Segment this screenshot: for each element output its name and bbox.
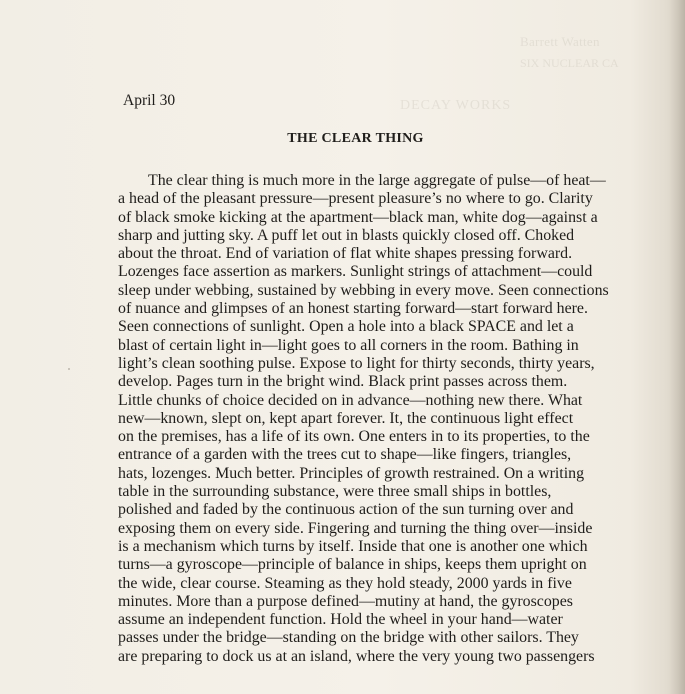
text-line: Little chunks of choice decided on in advance—nothing new there. What — [118, 391, 583, 409]
text-line: blast of certain light in—light goes to all corners in the room. Bathing in — [118, 336, 579, 354]
text-line: assume an independent function. Hold the wheel in your hand—water — [118, 611, 563, 629]
text-line: Lozenges face assertion as markers. Sunlight strings of attachment—could — [118, 263, 593, 281]
show-through-text: SIX NUCLEAR CA — [520, 56, 619, 70]
text-line: are preparing to dock us at an island, where the very young two passengers — [118, 647, 595, 665]
text-line: a head of the pleasant pressure—present pleasure’s no where to go. Clarity — [118, 190, 593, 208]
text-line: of black smoke kicking at the apartment—black man, white dog—against a — [118, 208, 598, 226]
text-line: light’s clean soothing pulse. Expose to light for thirty seconds, thirty years, — [118, 354, 595, 372]
text-line: minutes. More than a purpose defined—mutiny at hand, the gyroscopes — [118, 592, 573, 610]
text-line: table in the surrounding substance, were three small ships in bottles, — [118, 483, 552, 501]
text-line: sleep under webbing, sustained by webbing in every move. Seen connections — [118, 281, 609, 299]
text-line: new—known, slept on, kept apart forever. It, the continuous light effect — [118, 409, 574, 427]
text-line: on the premises, has a life of its own. One enters in to its properties, to the — [118, 428, 590, 446]
text-line: exposing them on every side. Fingering and turning the thing over—inside — [118, 519, 593, 537]
show-through-text: Barrett Watten — [520, 34, 600, 49]
paper-speck — [68, 368, 70, 370]
page-edge-shadow — [669, 0, 685, 694]
text-line: Seen connections of sunlight. Open a hole into a black SPACE and let a — [118, 318, 574, 336]
show-through-text: DECAY WORKS — [400, 98, 512, 113]
text-line: turns—a gyroscope—principle of balance in ships, keeps them upright on — [118, 556, 587, 574]
text-line: is a mechanism which turns by itself. Inside that one is another one which — [118, 537, 588, 555]
entry-date: April 30 — [123, 92, 176, 109]
text-line: the wide, clear course. Steaming as they hold steady, 2000 yards in five — [118, 574, 572, 592]
text-line: of nuance and glimpses of an honest starting forward—start forward here. — [118, 300, 588, 318]
prose-poem-body — [118, 172, 609, 666]
text-line: entrance of a garden with the trees cut to shape—like fingers, triangles, — [118, 446, 572, 464]
text-line: about the throat. End of variation of flat white shapes pressing forward. — [118, 245, 573, 263]
text-line: sharp and jutting sky. A puff let out in blasts quickly closed off. Choked — [118, 226, 575, 244]
text-line: develop. Pages turn in the bright wind. Black print passes across them. — [118, 373, 568, 391]
text-line: hats, lozenges. Much better. Principles of growth restrained. On a writing — [118, 464, 585, 482]
text-line: polished and faded by the continuous action of the sun turning over and — [118, 501, 574, 519]
text-line: passes under the bridge—standing on the bridge with other sailors. They — [118, 629, 579, 647]
text-line: The clear thing is much more in the large aggregate of pulse—of heat— — [148, 172, 606, 189]
poem-title: THE CLEAR THING — [287, 131, 424, 146]
